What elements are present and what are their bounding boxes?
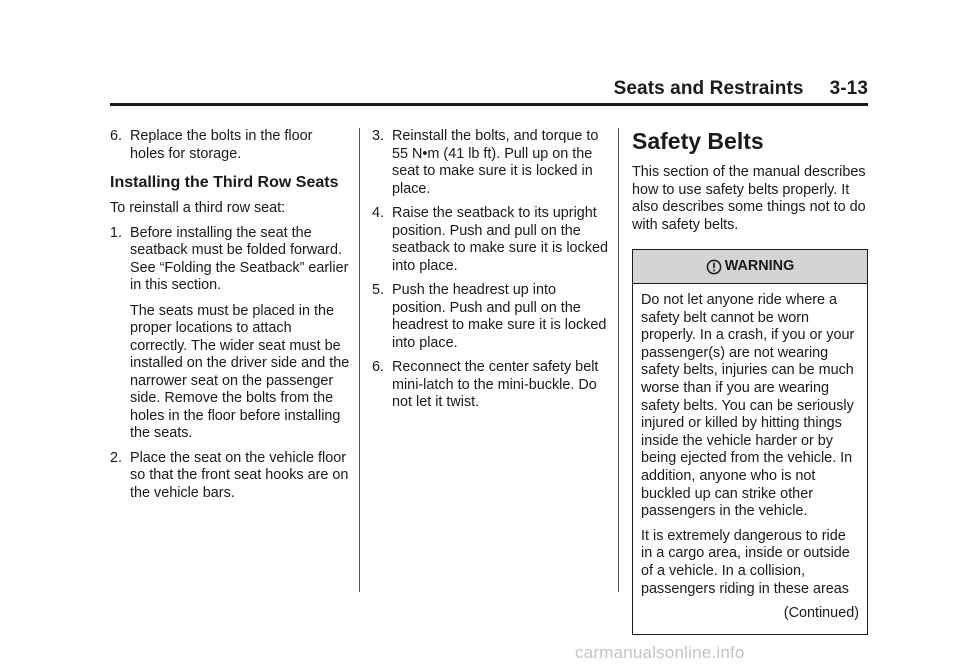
step-number: 6. (372, 359, 385, 375)
column-2 (372, 128, 608, 419)
step-text: Before installing the seat the seatback must be folded forward. See “Folding the Seatback” earlier in this section. (130, 224, 349, 293)
header-rule (110, 103, 868, 106)
step-number: 5. (372, 282, 385, 298)
column-divider-1 (359, 128, 360, 592)
page-number: 3-13 (829, 78, 868, 99)
warning-icon (706, 259, 722, 275)
step-text: Replace the bolts in the floor holes for storage. (130, 128, 313, 162)
page-title: Safety Belts (632, 128, 764, 154)
step-text: Push the headrest up into position. Push and pull on the headrest to make sure it is locked into place. (392, 282, 607, 351)
list-item (110, 450, 350, 503)
warning-box (632, 249, 868, 635)
list-item (372, 205, 608, 275)
watermark-text: carmanualsonline.info (575, 643, 745, 662)
column-1 (110, 128, 350, 509)
warning-label: WARNING (724, 257, 795, 274)
step-text: Reinstall the bolts, and torque to 55 N•m (41 lb ft). Pull up on the seat to make sure it is locked in place. (392, 128, 599, 197)
step-number: 3. (372, 128, 385, 144)
list-item (372, 128, 608, 198)
column-3 (632, 128, 868, 635)
column-divider-2 (618, 128, 619, 592)
intro-text: This section of the manual describes how to use safety belts properly. It also describes some things not to do with safety belts. (632, 164, 866, 233)
warning-body (633, 284, 867, 634)
warning-header (633, 250, 867, 284)
list-item (372, 282, 608, 352)
section-title: Seats and Restraints (613, 78, 804, 99)
step-text: Reconnect the center safety belt mini-latch to the mini-buckle. Do not let it twist. (392, 359, 599, 410)
step-text: Raise the seatback to its upright position. Push and pull on the seatback to make sure it is locked into place. (392, 205, 608, 274)
step-number: 1. (110, 224, 123, 241)
intro-text: To reinstall a third row seat: (110, 200, 286, 216)
step-number: 2. (110, 449, 123, 466)
step-number: 4. (372, 205, 385, 221)
list-item (110, 225, 350, 443)
step-number: 6. (110, 128, 123, 144)
step-text: Place the seat on the vehicle floor so that the front seat hooks are on the vehicle bars. (130, 449, 349, 501)
list-item (110, 128, 350, 163)
warning-paragraph: Do not let anyone ride where a safety belt cannot be worn properly. In a crash, if you or your passenger(s) are not wearing safety belts, injuries can be much worse than if you are wearing safety belts. You can be seriously injured or killed by hitting things inside the vehicle harder or by being ejected from the vehicle. In addition, anyone who is not buckled up can strike other passengers in the vehicle. (641, 292, 855, 520)
section-heading: Installing the Third Row Seats (110, 174, 339, 191)
continued-label: (Continued) (783, 605, 859, 622)
warning-paragraph: It is extremely dangerous to ride in a cargo area, inside or outside of a vehicle. In a collision, passengers riding in these areas (641, 527, 850, 597)
step-text-continued: The seats must be placed in the proper locations to attach correctly. The wider seat must be installed on the driver side and the narrower seat on the passenger side. Remove the bolts from the holes in the floor before installing the seats. (130, 302, 350, 441)
page-header (0, 78, 868, 100)
list-item (372, 359, 608, 412)
